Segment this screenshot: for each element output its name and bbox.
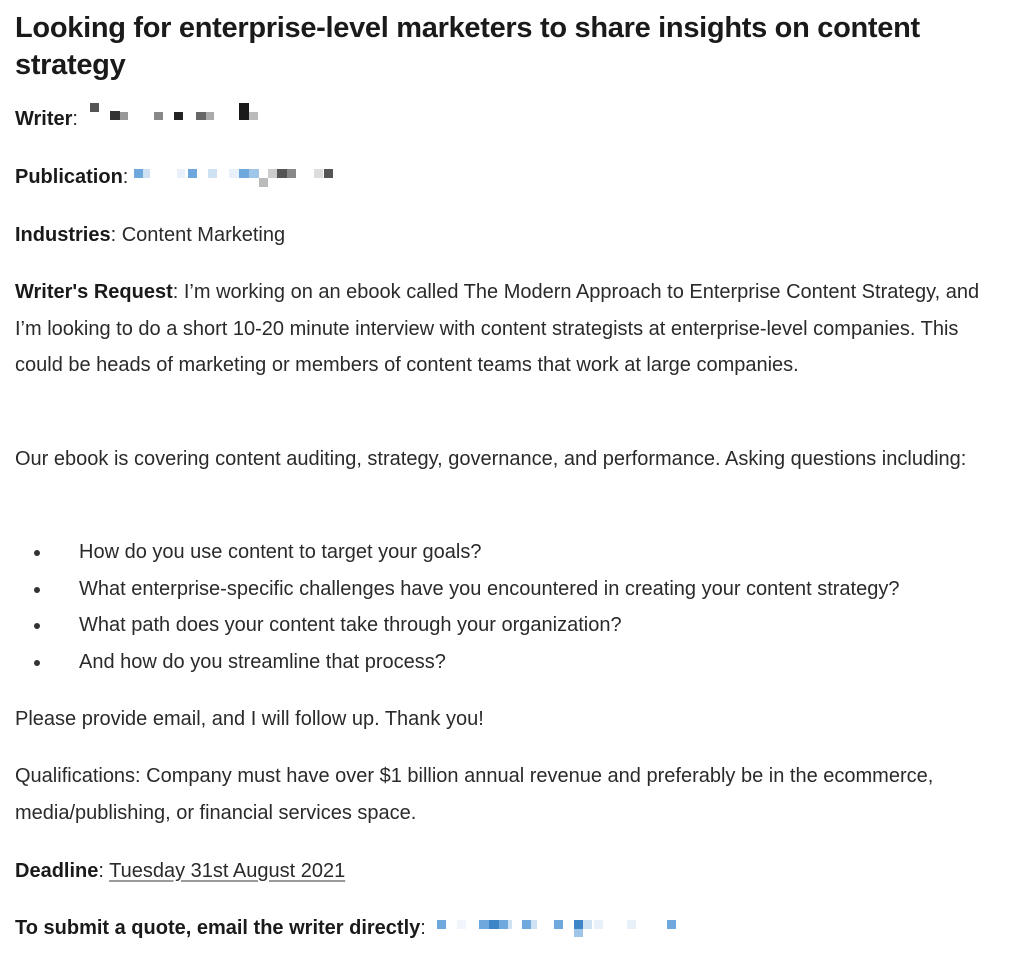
industries-separator: : bbox=[110, 224, 122, 246]
publication-separator: : bbox=[122, 166, 129, 188]
writers-request bbox=[15, 274, 985, 384]
page-title: Looking for enterprise-level marketers to share insights on content strategy bbox=[15, 12, 920, 81]
question-text: And how do you streamline that process? bbox=[79, 650, 446, 673]
deadline-field bbox=[15, 858, 345, 884]
submit-label: To submit a quote, email the writer directly bbox=[15, 917, 421, 939]
industries-value: Content Marketing bbox=[121, 224, 286, 246]
bullet-icon bbox=[34, 660, 40, 666]
list-item bbox=[15, 607, 985, 644]
industries-field bbox=[15, 222, 285, 248]
writers-request-label: Writer's Request bbox=[15, 281, 173, 303]
writer-field bbox=[15, 106, 264, 133]
deadline-label: Deadline bbox=[15, 860, 99, 882]
list-item bbox=[15, 534, 985, 571]
question-text: What path does your content take through your organization? bbox=[79, 614, 622, 636]
query-article bbox=[15, 0, 1005, 939]
writer-separator: : bbox=[72, 108, 78, 130]
writers-request-text: : I’m working on an ebook called The Modern Approach to Enterprise Content Strategy, and I’m looking to do a short 10-20 minute interview with content strategists at enterprise-level companies. This could be heads of marketing or members of content teams that work at large companies. bbox=[15, 281, 980, 376]
industries-label: Industries bbox=[15, 224, 111, 246]
bullet-icon bbox=[34, 550, 40, 556]
bullet-icon bbox=[34, 623, 40, 629]
question-text: How do you use content to target your goals? bbox=[79, 541, 482, 563]
qualifications-text: Qualifications: Company must have over $1 billion annual revenue and preferably be in the ecommerce, media/publishing, or financial services space. bbox=[15, 765, 934, 824]
publication-field bbox=[15, 164, 344, 191]
submit-field bbox=[15, 915, 701, 942]
writer-email-redacted-link[interactable] bbox=[431, 916, 701, 942]
bullet-icon bbox=[34, 587, 40, 593]
question-text: What enterprise-specific challenges have you encountered in creating your content strategy? bbox=[79, 577, 900, 600]
submit-separator: : bbox=[420, 917, 432, 939]
publication-label: Publication bbox=[15, 166, 123, 188]
followup-text: Please provide email, and I will follow up. Thank you! bbox=[15, 708, 484, 730]
writer-label: Writer bbox=[15, 108, 73, 130]
questions-list bbox=[15, 534, 985, 680]
list-item bbox=[15, 571, 985, 608]
list-item bbox=[15, 644, 985, 681]
deadline-separator: : bbox=[98, 860, 110, 882]
writer-name-redacted bbox=[84, 107, 264, 133]
deadline-date-link[interactable]: Tuesday 31st August 2021 bbox=[109, 860, 346, 882]
publication-name-redacted bbox=[134, 165, 344, 191]
ebook-paragraph: Our ebook is covering content auditing, strategy, governance, and performance. Asking questions including: bbox=[15, 448, 967, 470]
